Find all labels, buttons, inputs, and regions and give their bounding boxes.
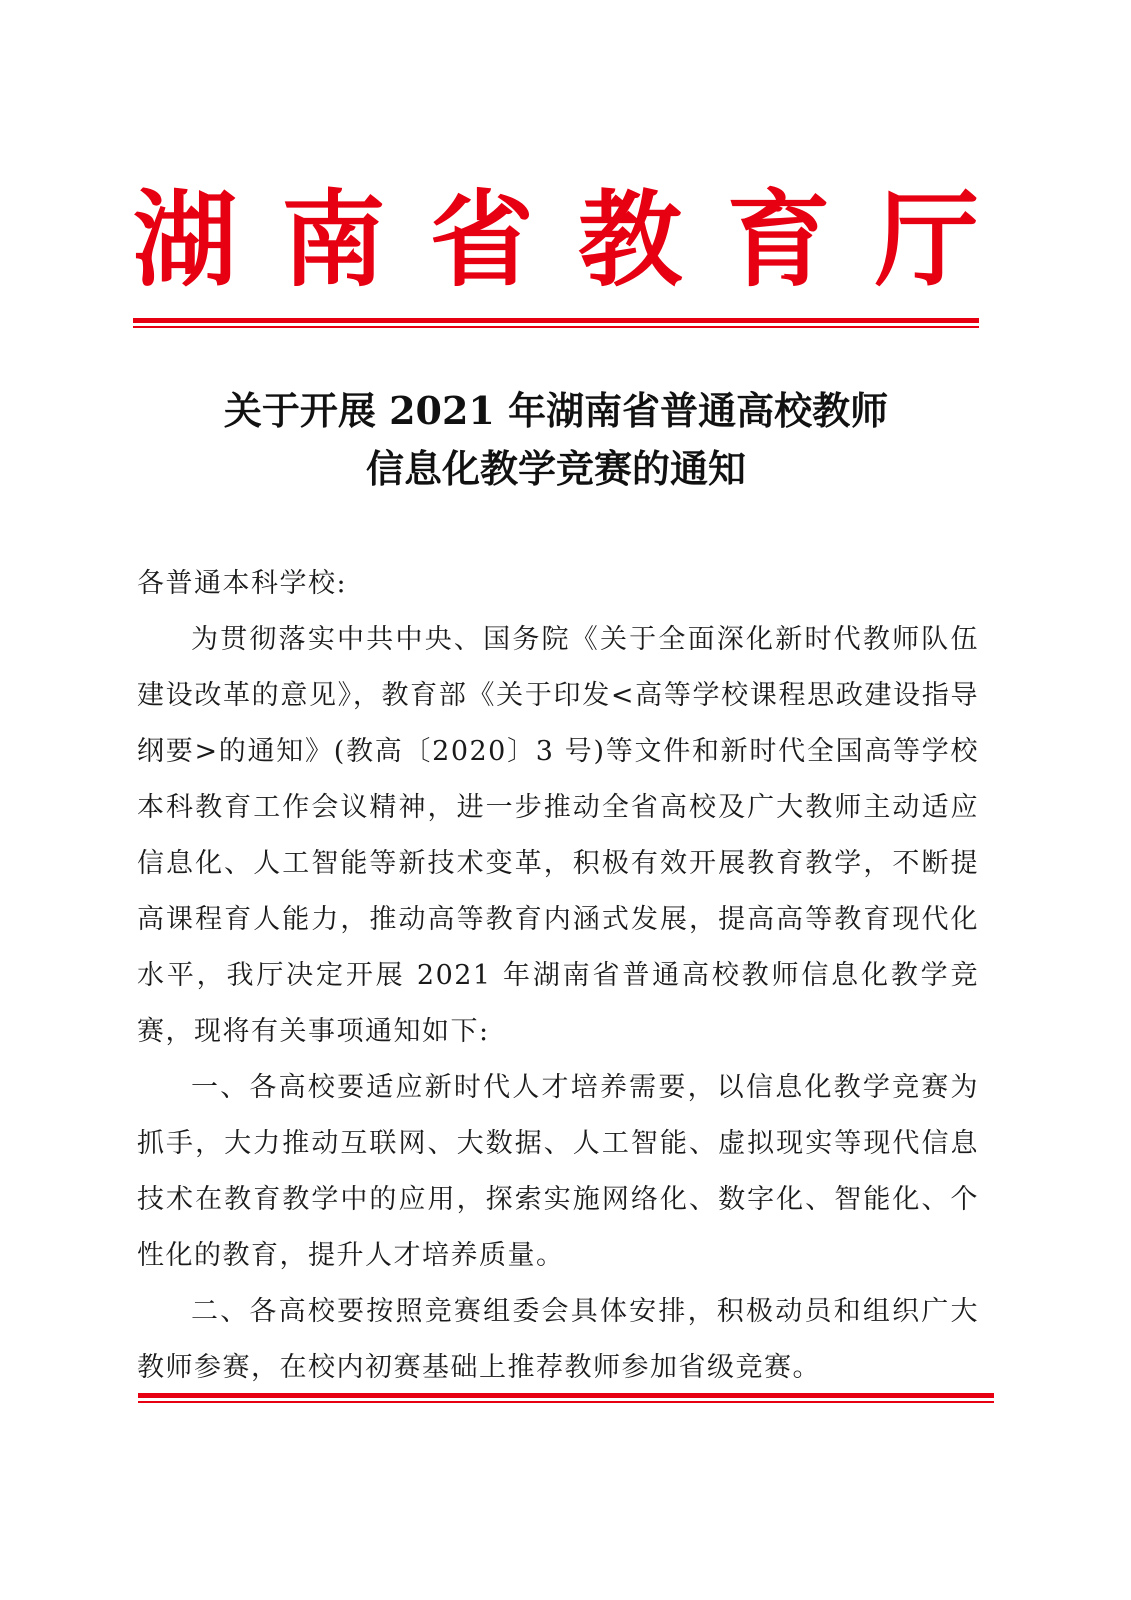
masthead-divider — [133, 318, 979, 328]
title-line-2: 信息化教学竞赛的通知 — [365, 446, 746, 491]
divider-thick-line — [133, 318, 979, 323]
footer-divider — [138, 1393, 994, 1403]
paragraph-item-1: 一、各高校要适应新时代人才培养需要，以信息化教学竞赛为抓手，大力推动互联网、大数据、人工智能、虚拟现实等现代信息技术在教育教学中的应用，探索实施网络化、数字化、智能化、个性化的教育，提升人才培养质量。 — [137, 1072, 979, 1271]
title-line-1: 关于开展 2021 年湖南省普通高校教师 — [223, 388, 889, 433]
masthead-char: 厅 — [874, 178, 979, 301]
divider-thin-line — [133, 326, 979, 328]
paragraph-item-2: 二、各高校要按照竞赛组委会具体安排，积极动员和组织广大教师参赛，在校内初赛基础上推荐教师参加省级竞赛。 — [137, 1296, 979, 1383]
masthead-agency-name — [133, 180, 979, 300]
masthead-char: 湖 — [133, 178, 238, 301]
document-body — [137, 556, 979, 1396]
salutation: 各普通本科学校: — [137, 568, 348, 599]
masthead-char: 育 — [726, 178, 831, 301]
divider-thick-line — [138, 1393, 994, 1398]
masthead-char: 教 — [578, 178, 683, 301]
masthead-char: 南 — [281, 178, 386, 301]
paragraph-intro: 为贯彻落实中共中央、国务院《关于全面深化新时代教师队伍建设改革的意见》，教育部《关于印发<高等学校课程思政建设指导纲要>的通知》(教高〔2020〕3 号)等文件和新时代全国高等学校本科教育工作会议精神，进一步推动全省高校及广大教师主动适应信息化、人工智能等新技术变革，积极有效开展教育教学，不断提高课程育人能力，推动高等教育内涵式发展，提高高等教育现代化水平，我厅决定开展 2021 年湖南省普通高校教师信息化教学竞赛，现将有关事项通知如下: — [137, 624, 979, 1047]
document-title — [133, 382, 979, 498]
divider-thin-line — [138, 1401, 994, 1403]
masthead-char: 省 — [429, 178, 534, 301]
